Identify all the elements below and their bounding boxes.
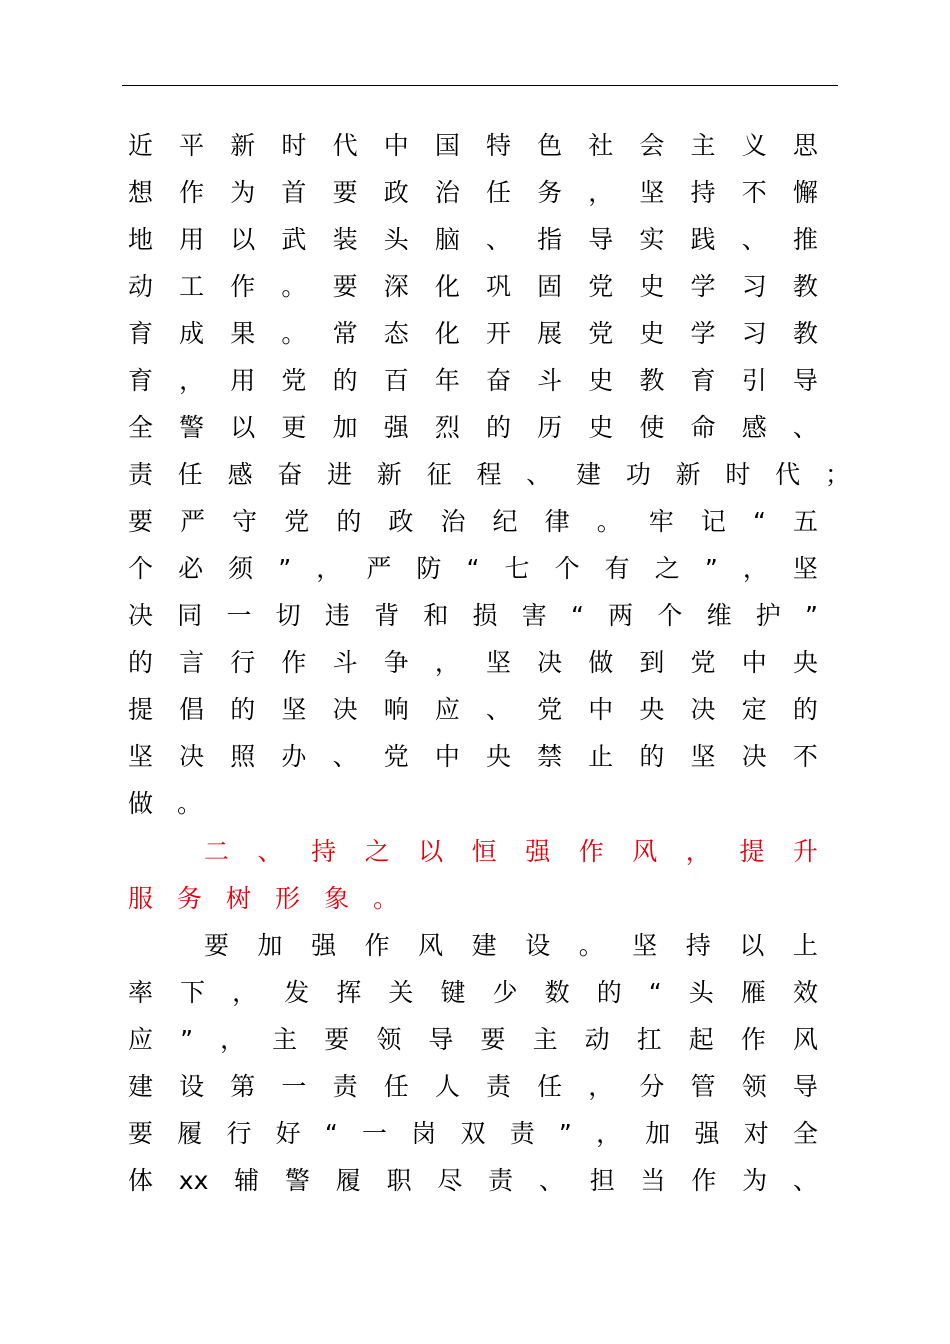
body-text-line: 坚 决 照 办 、 党 中 央 禁 止 的 坚 决 不 bbox=[128, 742, 818, 771]
body-text-line: 的 言 行 作 斗 争 ， 坚 决 做 到 党 中 央 bbox=[128, 648, 818, 677]
body-text-line: 要 履 行 好 “ 一 岗 双 责 ” ， 加 强 对 全 bbox=[128, 1119, 818, 1148]
body-text-line: 想 作 为 首 要 政 治 任 务 ， 坚 持 不 懈 bbox=[128, 178, 818, 207]
body-text-line: 育 ， 用 党 的 百 年 奋 斗 史 教 育 引 导 bbox=[128, 366, 818, 395]
body-text-line: 近 平 新 时 代 中 国 特 色 社 会 主 义 思 bbox=[128, 131, 818, 160]
body-text-line: 育 成 果 。 常 态 化 开 展 党 史 学 习 教 bbox=[128, 319, 818, 348]
body-text-line: 责 任 感 奋 进 新 征 程 、 建 功 新 时 代 ； bbox=[128, 460, 850, 489]
body-text-line: 率 下 ， 发 挥 关 键 少 数 的 “ 头 雁 效 bbox=[128, 978, 818, 1007]
body-text-line: 做 。 bbox=[128, 789, 203, 818]
section-heading-line: 服 务 树 形 象 。 bbox=[128, 884, 399, 913]
body-text-line: 决 同 一 切 违 背 和 损 害 “ 两 个 维 护 ” bbox=[128, 601, 818, 630]
body-text-line: 要 严 守 党 的 政 治 纪 律 。 牢 记 “ 五 bbox=[128, 507, 818, 536]
body-text-line: 应 ” ， 主 要 领 导 要 主 动 扛 起 作 风 bbox=[128, 1025, 818, 1054]
body-text-line: 个 必 须 ” ， 严 防 “ 七 个 有 之 ” ， 坚 bbox=[128, 554, 818, 583]
body-text-line: 要 加 强 作 风 建 设 。 坚 持 以 上 bbox=[204, 931, 818, 960]
body-text-line: 地 用 以 武 装 头 脑 、 指 导 实 践 、 推 bbox=[128, 225, 818, 254]
body-text-line: 建 设 第 一 责 任 人 责 任 ， 分 管 领 导 bbox=[128, 1072, 818, 1101]
body-text-line: 全 警 以 更 加 强 烈 的 历 史 使 命 感 、 bbox=[128, 413, 818, 442]
body-text-line: 体 xx 辅 警 履 职 尽 责 、 担 当 作 为 、 bbox=[128, 1166, 818, 1195]
body-text-line: 动 工 作 。 要 深 化 巩 固 党 史 学 习 教 bbox=[128, 272, 818, 301]
section-heading-line: 二 、 持 之 以 恒 强 作 风 ， 提 升 bbox=[204, 837, 818, 866]
body-text-line: 提 倡 的 坚 决 响 应 、 党 中 央 决 定 的 bbox=[128, 695, 818, 724]
